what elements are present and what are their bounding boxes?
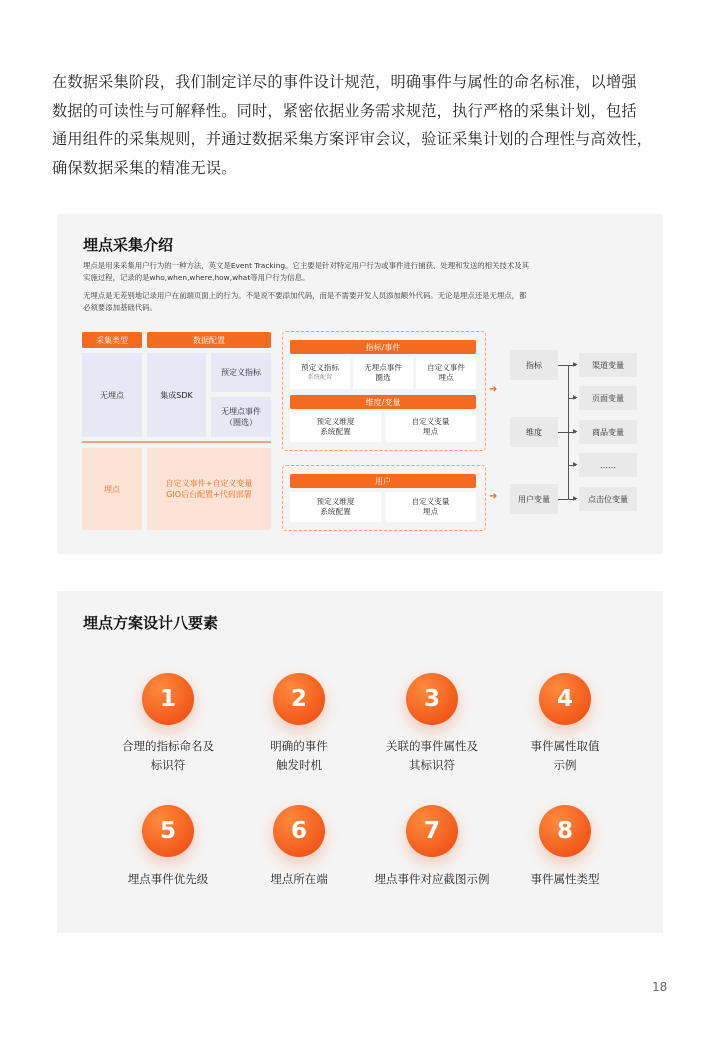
- cell-line: 系统配置: [320, 507, 351, 516]
- label-line: 示例: [553, 758, 577, 772]
- element-label: [495, 870, 635, 889]
- arrowhead-icon: ▶: [573, 495, 578, 502]
- cell-line: 自定义事件: [427, 363, 465, 372]
- label-line: 明确的事件: [270, 739, 328, 753]
- label-line: 关联的事件属性及: [386, 739, 478, 753]
- predefined-dimension-item: [290, 492, 381, 522]
- label-line: 埋点事件优先级: [127, 872, 209, 886]
- cell-line: 无埋点事件: [364, 363, 402, 372]
- cell-line: 预定义指标: [301, 363, 339, 372]
- track-config-cell: [147, 448, 271, 530]
- connector: [558, 432, 568, 433]
- label-line: 埋点事件对应截图示例: [374, 872, 490, 886]
- header-data-config: 数据配置: [147, 332, 271, 348]
- cell-line: 埋点: [438, 373, 454, 382]
- user-variable-box: 用户变量: [510, 484, 558, 514]
- label-line: 事件属性类型: [530, 872, 600, 886]
- number-circle: 1: [142, 673, 194, 725]
- predefined-dimension-item: [290, 412, 381, 442]
- track-cell: 埋点: [82, 448, 142, 530]
- cell-subtext: 系统配置: [307, 374, 333, 381]
- intro-line: 通用组件的采集规则，并通过数据采集方案评审会议，验证采集计划的合理性与高效性，: [52, 130, 653, 148]
- page-variable-box: 页面变量: [579, 386, 637, 410]
- element-label: [98, 737, 238, 775]
- cell-line: 自定义变量: [411, 417, 450, 426]
- product-variable-box: 商品变量: [579, 420, 637, 444]
- cell-line: 系统配置: [320, 427, 351, 436]
- no-track-event-item: [353, 357, 413, 389]
- desc-line: 实施过程，记录的是who,when,where,how,what等用户行为信息。: [83, 273, 310, 282]
- desc-line: 无埋点是无差别地记录用户在前端页面上的行为。不是说不要添加代码，而是不需要开发人员添加额外代码。无论是埋点还是无埋点，都: [83, 291, 527, 300]
- label-line: 标识符: [150, 758, 186, 772]
- intro-line: 在数据采集阶段，我们制定详尽的事件设计规范，明确事件与属性的命名标准，以增强: [52, 73, 637, 91]
- element-label: [229, 737, 369, 775]
- cell-line: 预定义维度: [316, 417, 355, 426]
- dimension-box: 维度: [510, 417, 558, 447]
- divider: [82, 441, 271, 443]
- intro-line: 确保数据采集的精准无误。: [52, 158, 237, 177]
- tracking-intro-panel: [57, 214, 663, 554]
- label-line: 其标识符: [409, 758, 455, 772]
- no-track-cell: 无埋点: [82, 353, 142, 437]
- connector: [558, 499, 568, 500]
- arrowhead-icon: ▶: [573, 428, 578, 435]
- intro-paragraph: [52, 68, 672, 182]
- cell-line: 自定义事件+自定义变量: [165, 479, 253, 488]
- number-circle: 8: [539, 805, 591, 857]
- desc-line: 埋点是用来采集用户行为的一种方法，英文是Event Tracking。它主要是针对特定用户行为或事件进行捕获、处理和发送的相关技术及其: [83, 261, 529, 270]
- intro-line: 数据的可读性与可解释性。同时，紧密依据业务需求规范，执行严格的采集计划，包括: [52, 101, 637, 120]
- connector: [558, 365, 568, 366]
- element-label: [362, 870, 502, 889]
- label-line: 触发时机: [276, 758, 322, 772]
- cell-line: 埋点: [422, 507, 439, 516]
- page-number: 18: [652, 980, 668, 994]
- label-line: 合理的指标命名及: [122, 739, 214, 753]
- arrowhead-icon: ▶: [573, 394, 578, 401]
- cell-line: （圈选）: [225, 418, 257, 427]
- cell-line: 预定义维度: [316, 497, 355, 506]
- number-circle: 2: [273, 673, 325, 725]
- custom-event-item: [416, 357, 476, 389]
- cell-line: 无埋点事件: [221, 407, 261, 416]
- ellipsis-box: ……: [579, 453, 637, 477]
- label-line: 事件属性取值: [530, 739, 600, 753]
- element-label: [362, 737, 502, 775]
- number-circle: 7: [406, 805, 458, 857]
- channel-variable-box: 渠道变量: [579, 353, 637, 377]
- number-circle: 6: [273, 805, 325, 857]
- number-circle: 3: [406, 673, 458, 725]
- eight-elements-panel: [57, 591, 663, 933]
- header-user: 用户: [290, 474, 476, 488]
- cell-line: GIO后台配置+代码部署: [166, 490, 252, 499]
- cell-line: 埋点: [422, 427, 439, 436]
- arrowhead-icon: ▶: [573, 361, 578, 368]
- header-metric-event: 指标/事件: [290, 340, 476, 354]
- element-label: [98, 870, 238, 889]
- label-line: 埋点所在端: [270, 872, 328, 886]
- element-label: [229, 870, 369, 889]
- panel-title: 埋点方案设计八要素: [83, 614, 219, 632]
- sdk-cell: 集成SDK: [147, 353, 206, 437]
- header-dimension-variable: 维度/变量: [290, 395, 476, 409]
- predefined-metric-item: [290, 357, 350, 389]
- panel-description: [83, 260, 643, 284]
- element-label: [495, 737, 635, 775]
- number-circle: 4: [539, 673, 591, 725]
- desc-line: 必须要添加基础代码。: [83, 303, 157, 312]
- number-circle: 5: [142, 805, 194, 857]
- arrow-right-icon: ➜: [489, 384, 498, 395]
- click-position-variable-box: 点击位变量: [579, 487, 637, 511]
- custom-variable-item: [385, 492, 476, 522]
- custom-variable-item: [385, 412, 476, 442]
- metric-box: 指标: [510, 350, 558, 380]
- arrowhead-icon: ▶: [573, 461, 578, 468]
- cell-line: 自定义变量: [411, 497, 450, 506]
- panel-description-2: [83, 290, 643, 314]
- cell-line: 圈选: [375, 373, 391, 382]
- predefined-metric-cell: 预定义指标: [211, 353, 271, 392]
- header-collection-type: 采集类型: [82, 332, 142, 348]
- panel-title: 埋点采集介绍: [83, 236, 174, 254]
- arrow-right-icon: ➜: [489, 491, 498, 502]
- no-track-event-cell: [211, 397, 271, 437]
